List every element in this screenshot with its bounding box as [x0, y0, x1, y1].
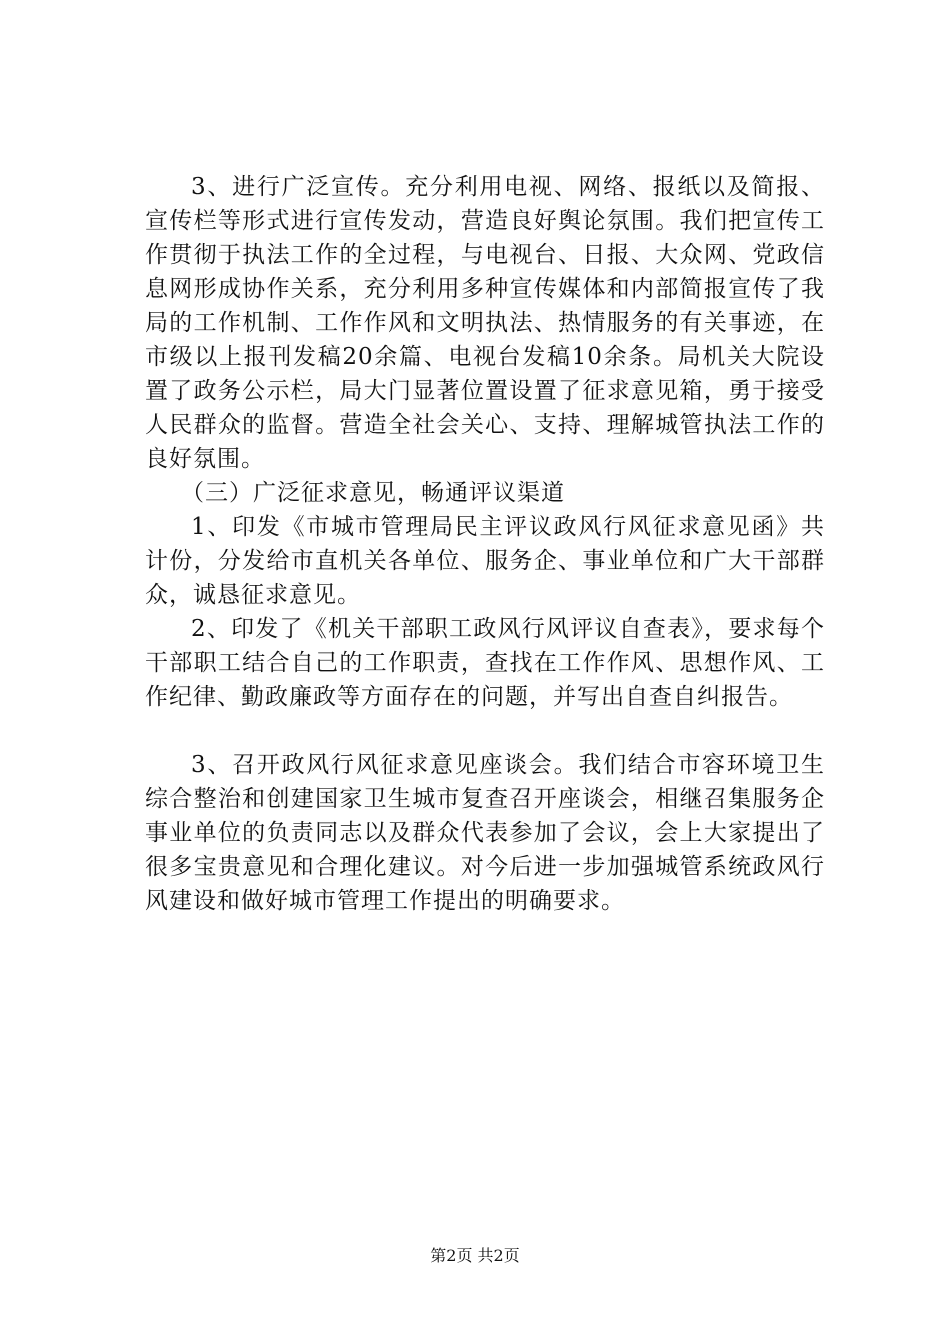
- paragraph-publicity: 3、进行广泛宣传。充分利用电视、网络、报纸以及简报、宣传栏等形式进行宣传发动，营造良好舆论氛围。我们把宣传工作贯彻于执法工作的全过程，与电视台、日报、大众网、党政信息网形成协作关系，充分利用多种宣传媒体和内部简报宣传了我局的工作机制、工作作风和文明执法、热情服务的有关事迹，在市级以上报刊发稿20余篇、电视台发稿10余条。局机关大院设置了政务公示栏，局大门显著位置设置了征求意见箱，勇于接受人民群众的监督。营造全社会关心、支持、理解城管执法工作的良好氛围。: [145, 174, 825, 472]
- paragraph-symposium: 3、召开政风行风征求意见座谈会。我们结合市容环境卫生综合整治和创建国家卫生城市复查召开座谈会，相继召集服务企事业单位的负责同志以及群众代表参加了会议，会上大家提出了很多宝贵意见和合理化建议。对今后进一步加强城管系统政风行风建设和做好城市管理工作提出的明确要求。: [145, 752, 825, 914]
- section-heading-3: （三）广泛征求意见，畅通评议渠道: [181, 480, 565, 506]
- document-body: [145, 170, 825, 918]
- paragraph-gap: [145, 714, 825, 748]
- paragraph-opinion-letter: 1、印发《市城市管理局民主评议政风行风征求意见函》共计份，分发给市直机关各单位、服务企、事业单位和广大干部群众，诚恳征求意见。: [145, 514, 825, 608]
- paragraph-self-check: 2、印发了《机关干部职工政风行风评议自查表》，要求每个干部职工结合自己的工作职责，查找在工作作风、思想作风、工作纪律、勤政廉政等方面存在的问题，并写出自查自纠报告。: [145, 616, 825, 710]
- page-number-footer: 第2页 共2页: [430, 1246, 520, 1265]
